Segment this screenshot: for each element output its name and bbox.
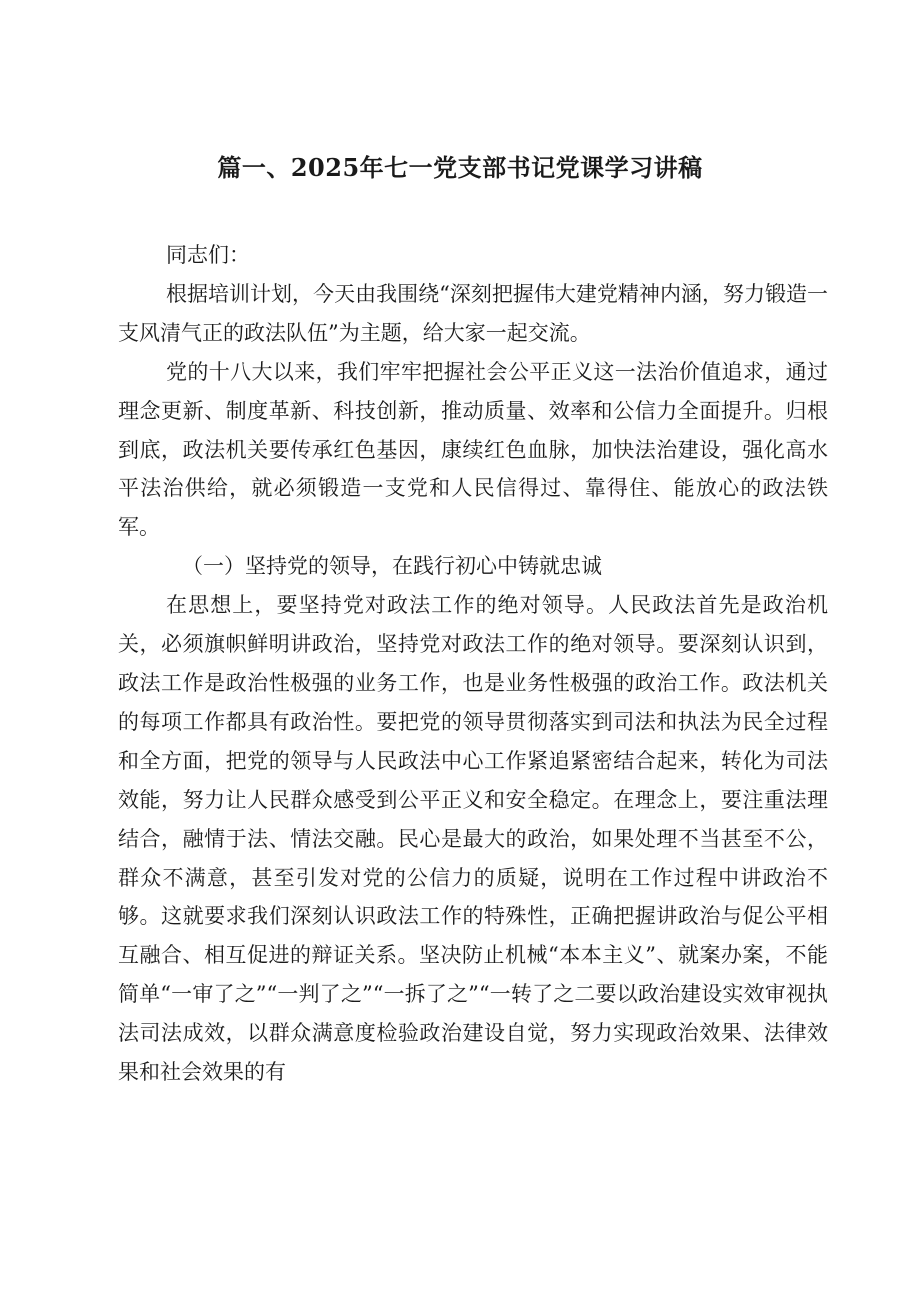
document-body <box>118 236 828 1092</box>
paragraph-background: 党的十八大以来，我们牢牢把握社会公平正义这一法治价值追求，通过理念更新、制度革新、科技创新，推动质量、效率和公信力全面提升。归根到底，政法机关要传承红色基因，康续红色血脉，加快法治建设，强化高水平法治供给，就必须锻造一支党和人民信得过、靠得住、能放心的政法铁军。 <box>118 359 828 540</box>
paragraph-section-1-body: 在思想上，要坚持党对政法工作的绝对领导。人民政法首先是政治机关，必须旗帜鲜明讲政治，坚持党对政法工作的绝对领导。要深刻认识到，政法工作是政治性极强的业务工作，也是业务性极强的政治工作。政法机关的每项工作都具有政治性。要把党的领导贯彻落实到司法和执法为民全过程和全方面，把党的领导与人民政法中心工作紧追紧密结合起来，转化为司法效能，努力让人民群众感受到公平正义和安全稳定。在理念上，要注重法理结合，融情于法、情法交融。民心是最大的政治，如果处理不当甚至不公，群众不满意，甚至引发对党的公信力的质疑，说明在工作过程中讲政治不够。这就要求我们深刻认识政法工作的特殊性，正确把握讲政治与促公平相互融合、相互促进的辩证关系。坚决防止机械“本本主义”、就案办案，不能简单“一审了之”“一判了之”“一拆了之”“一转了之二要以政治建设实效审视执法司法成效，以群众满意度检验政治建设自觉，努力实现政治效果、法律效果和社会效果的有 <box>118 593 828 1085</box>
section-heading-1: （一）坚持党的领导，在践行初心中铸就忠诚 <box>182 554 602 579</box>
paragraph-intro: 根据培训计划，今天由我围绕“深刻把握伟大建党精神内涵，努力锻造一支风清气正的政法队伍”为主题，给大家一起交流。 <box>118 281 828 345</box>
document-title: 篇一、2025年七一党支部书记党课学习讲稿 <box>217 153 703 182</box>
salutation: 同志们： <box>166 243 250 267</box>
